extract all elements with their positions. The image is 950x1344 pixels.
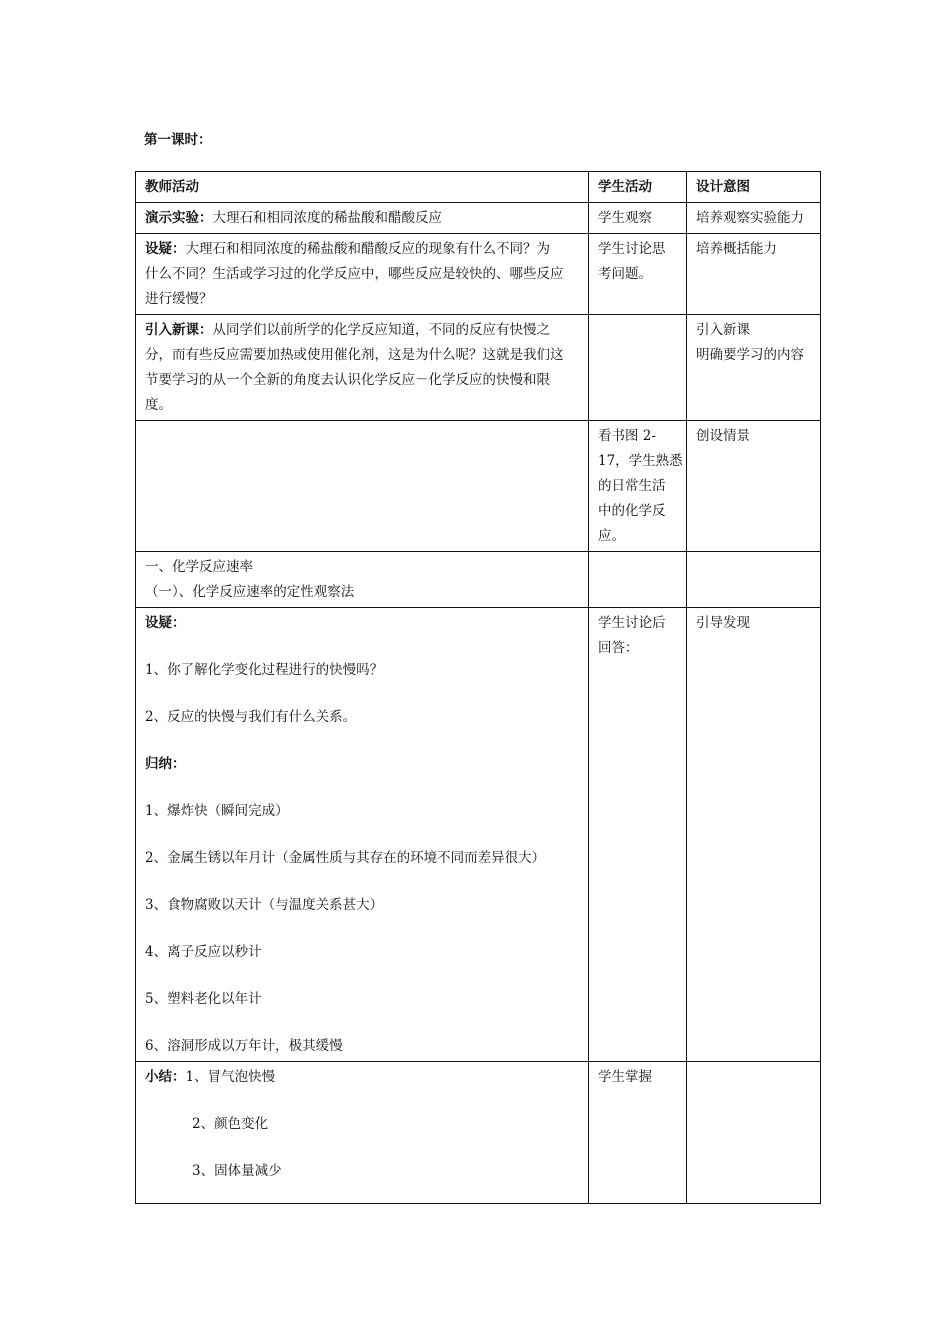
header-student: 学生活动	[589, 172, 687, 203]
student-cell: 学生讨论思 考问题。	[589, 234, 687, 315]
student-cell: 学生讨论后 回答：	[589, 608, 687, 1062]
table-row	[136, 203, 821, 234]
conclusion-point: 3、固体量减少	[192, 1163, 282, 1179]
student-cell: 看书图 2- 17，学生熟悉 的日常生活 中的化学反 应。	[589, 421, 687, 552]
student-cell	[589, 315, 687, 421]
example-item: 5、塑料老化以年计	[145, 991, 262, 1007]
question-label: 设疑：	[145, 241, 186, 257]
conclusion-label: 小结：	[145, 1069, 186, 1085]
lesson-plan-table	[135, 171, 821, 1204]
conclusion-point: 2、颜色变化	[192, 1116, 269, 1132]
section-heading: 一、化学反应速率	[145, 559, 253, 575]
table-row	[136, 1062, 821, 1204]
question-item: 2、反应的快慢与我们有什么关系。	[145, 709, 357, 725]
demo-label: 演示实验：	[145, 210, 213, 226]
design-cell: 引入新课 明确要学习的内容	[687, 315, 821, 421]
header-design: 设计意图	[687, 172, 821, 203]
example-item: 1、爆炸快（瞬间完成）	[145, 803, 289, 819]
teacher-cell	[136, 421, 589, 552]
question-item: 1、你了解化学变化过程进行的快慢吗？	[145, 662, 384, 678]
header-teacher: 教师活动	[136, 172, 589, 203]
design-cell: 创设情景	[687, 421, 821, 552]
example-item: 6、溶洞形成以万年计，极其缓慢	[145, 1038, 343, 1054]
example-item: 3、食物腐败以天计（与温度关系甚大）	[145, 897, 384, 913]
table-row	[136, 315, 821, 421]
conclusion-point: 1、冒气泡快慢	[185, 1069, 276, 1085]
teacher-cell	[136, 608, 589, 1062]
student-cell: 学生观察	[589, 203, 687, 234]
lesson-title: 第一课时：	[144, 132, 212, 148]
example-item: 4、离子反应以秒计	[145, 944, 262, 960]
header-row	[136, 172, 821, 203]
subsection-heading: （一）、化学反应速率的定性观察法	[145, 584, 355, 600]
table-row	[136, 608, 821, 1062]
teacher-cell: 设疑：大理石和相同浓度的稀盐酸和醋酸反应的现象有什么不同？为 什么不同？生活或学习过的化学反应中，哪些反应是较快的、哪些反应 进行缓慢？	[136, 234, 589, 315]
student-cell	[589, 552, 687, 608]
teacher-cell: 引入新课：从同学们以前所学的化学反应知道，不同的反应有快慢之 分，而有些反应需要加热或使用催化剂，这是为什么呢？这就是我们这 节要学习的从一个全新的角度去认识化学反应－化学反应的快慢和限 度。	[136, 315, 589, 421]
teacher-cell	[136, 1062, 589, 1204]
teacher-cell	[136, 203, 589, 234]
student-cell: 学生掌握	[589, 1062, 687, 1204]
table-row	[136, 552, 821, 608]
intro-label: 引入新课：	[145, 322, 213, 338]
design-cell	[687, 1062, 821, 1204]
demo-text: 大理石和相同浓度的稀盐酸和醋酸反应	[212, 210, 442, 226]
table-row	[136, 234, 821, 315]
design-cell: 培养概括能力	[687, 234, 821, 315]
example-item: 2、金属生锈以年月计（金属性质与其存在的环境不同而差异很大）	[145, 850, 546, 866]
design-cell: 培养观察实验能力	[687, 203, 821, 234]
question-label: 设疑：	[145, 615, 186, 631]
teacher-cell	[136, 552, 589, 608]
design-cell: 引导发现	[687, 608, 821, 1062]
summary-label: 归纳：	[145, 756, 186, 772]
design-cell	[687, 552, 821, 608]
table-row	[136, 421, 821, 552]
